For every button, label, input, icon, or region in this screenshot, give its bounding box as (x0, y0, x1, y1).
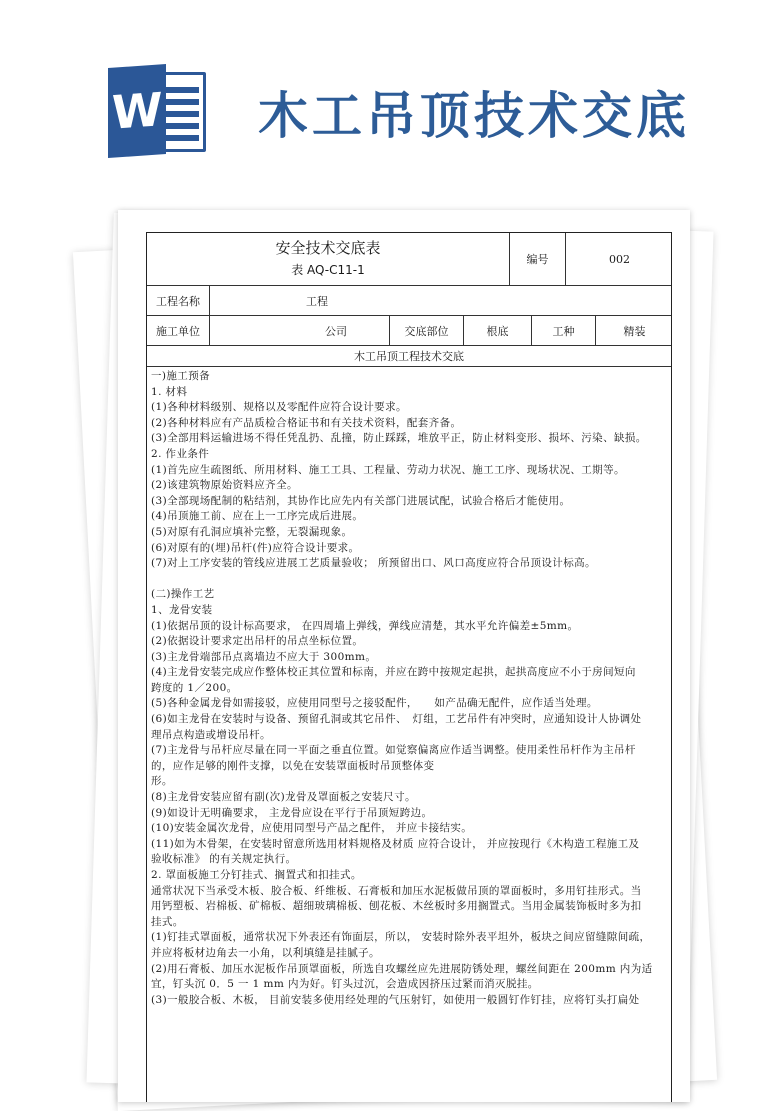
subject-row (147, 346, 671, 367)
content-line: 并应将板材边角去一小角，以利填缝是挂腻子。 (151, 946, 380, 959)
content-line: (1)首先应生疏图纸、所用材料、施工工具、工程量、劳动力状况、施工工序、现场状况、工期等。 (151, 463, 625, 476)
form-code: 表 AQ-C11-1 (291, 263, 365, 277)
trade-value: 精装 (595, 316, 673, 345)
part-label: 交底部位 (389, 316, 463, 345)
number-value: 002 (565, 233, 673, 285)
content-line: (1)钉挂式罩面板，通常状况下外表还有饰面层，所以， 安装时除外表平坦外，板块之间应留缝隙间疏， (151, 931, 651, 944)
content-line: 2. 作业条件 (151, 447, 210, 460)
disclosure-form (146, 232, 672, 1102)
subject-title: 木工吊顶工程技术交底 (354, 350, 464, 363)
content-line: 跨度的 1／200。 (151, 681, 238, 694)
form-title: 安全技术交底表 (275, 239, 381, 257)
disclosure-content (151, 369, 669, 1099)
content-line: (9)如设计无明确要求， 主龙骨应设在平行于吊顶短跨边。 (151, 806, 433, 819)
content-line: (6)对原有的(埋)吊杆(件)应符合设计要求。 (151, 541, 360, 554)
word-icon-letter: W (108, 64, 166, 158)
content-line: (7)主龙骨与吊杆应尽量在同一平面之垂直位置。如觉察偏离应作适当调整。使用柔性吊杆作为主吊杆 (151, 744, 636, 757)
content-line: (2)该建筑物原始资料应齐全。 (151, 479, 298, 492)
content-line: 用钙塑板、岩棉板、矿棉板、超细玻璃棉板、刨花板、木丝板时多用搁置式。当用金属装饰板时多为扣 (151, 900, 642, 913)
content-line: 1、龙骨安装 (151, 603, 213, 616)
project-name-label: 工程名称 (156, 294, 200, 308)
content-line: 理吊点构造或增设吊杆。 (151, 728, 271, 741)
content-line: 通常状况下当承受木板、胶合板、纤维板、石膏板和加压水泥板做吊顶的罩面板时，多用钉挂形式。当 (151, 884, 642, 897)
content-line: 2. 罩面板施工分钉挂式、搁置式和扣挂式。 (151, 869, 362, 881)
page-header (0, 0, 780, 190)
content-line: (3)全部现场配制的粘结剂，其协作比应先内有关部门进展试配，试验合格后才能使用。 (151, 494, 571, 507)
content-line: (11)如为木骨架，在安装时留意所选用材料规格及材质 应符合设计， 并应按现行《木构造工程施工及 (151, 837, 640, 850)
construction-unit-label: 施工单位 (156, 324, 200, 338)
content-line: (2)依据设计要求定出吊杆的吊点坐标位置。 (151, 635, 364, 648)
content-line: (10)安装金属次龙骨，应使用同型号产品之配件， 并应卡接结实。 (151, 822, 473, 835)
page-title: 木工吊顶技术交底 (258, 87, 690, 145)
form-title-block (147, 233, 509, 285)
content-line: 形。 (151, 775, 173, 788)
content-line: (3)全部用料运输进场不得任凭乱扔、乱撞，防止踩踩，堆放平正，防止材料变形、损坏、污染、缺损。 (151, 432, 647, 445)
content-line: 挂式。 (151, 915, 184, 928)
content-line: (二)操作工艺 (151, 588, 215, 601)
trade-label: 工种 (531, 316, 595, 345)
word-document-icon (108, 66, 210, 156)
number-label: 编号 (509, 233, 565, 285)
content-line: (1)各种材料级别、规格以及零配件应符合设计要求。 (151, 401, 407, 414)
content-line: (2)各种材料应有产品质检合格证书和有关技术资料，配套齐备。 (151, 416, 462, 429)
content-line: (4)吊顶施工前、应在上一工序完成后进展。 (151, 510, 364, 523)
content-line: 一)施工预备 (151, 370, 210, 382)
content-line: (6)如主龙骨在安装时与设备、预留孔洞或其它吊件、 灯组，工艺吊件有冲突时，应通知设计人协调处 (151, 713, 642, 726)
part-value: 根底 (463, 316, 531, 345)
content-line: 的，应作足够的刚件支撑，以免在安装罩面板时吊顶整体变 (151, 759, 435, 772)
content-line: (3)一般胶合板、木板， 目前安装多使用经处理的气压射钉，如使用一般圆钉作钉挂，应将钉头打扁处 (151, 993, 640, 1006)
construction-unit-value: 公司 (209, 316, 389, 345)
project-name-row (147, 286, 671, 316)
document-sheet (118, 210, 690, 1102)
content-line: (4)主龙骨安装完成应作整体校正其位置和标南，并应在跨中按规定起拱，起拱高度应不小于房间短向 (151, 666, 636, 679)
content-line: (1)依据吊顶的设计标高要求， 在四周墙上弹线，弹线应清楚，其水平允许偏差±5mm。 (151, 619, 579, 632)
content-blank-line (151, 572, 669, 588)
project-name-value: 工程 (209, 286, 673, 315)
content-line: (7)对上工序安装的管线应进展工艺质量验收； 所预留出口、风口高度应符合吊顶设计标高。 (151, 557, 596, 570)
unit-row (147, 316, 671, 346)
content-line: 1. 材料 (151, 385, 188, 398)
content-line: 验收标准》 的有关规定执行。 (151, 853, 297, 866)
content-line: (3)主龙骨端部吊点离墙边不应大于 300mm。 (151, 650, 377, 663)
content-line: (5)各种金属龙骨如需接驳，应使用同型号之接驳配件， 如产品确无配件，应作适当处理。 (151, 697, 598, 710)
content-line: (5)对原有孔洞应填补完整，无裂漏现象。 (151, 525, 353, 538)
content-line: (8)主龙骨安装应留有副(次)龙骨及罩面板之安装尺寸。 (151, 791, 416, 804)
content-line: (2)用石膏板、加压水泥板作吊顶罩面板，所选自攻螺丝应先进展防锈处理，螺丝间距在 200mm 内为适 (151, 962, 653, 975)
content-line: 宜，钉头沉 0．5 一 1 mm 内为好。钉头过沉，会造成因挤压过紧而消灭脱挂。 (151, 978, 539, 991)
form-header-row (147, 233, 671, 286)
